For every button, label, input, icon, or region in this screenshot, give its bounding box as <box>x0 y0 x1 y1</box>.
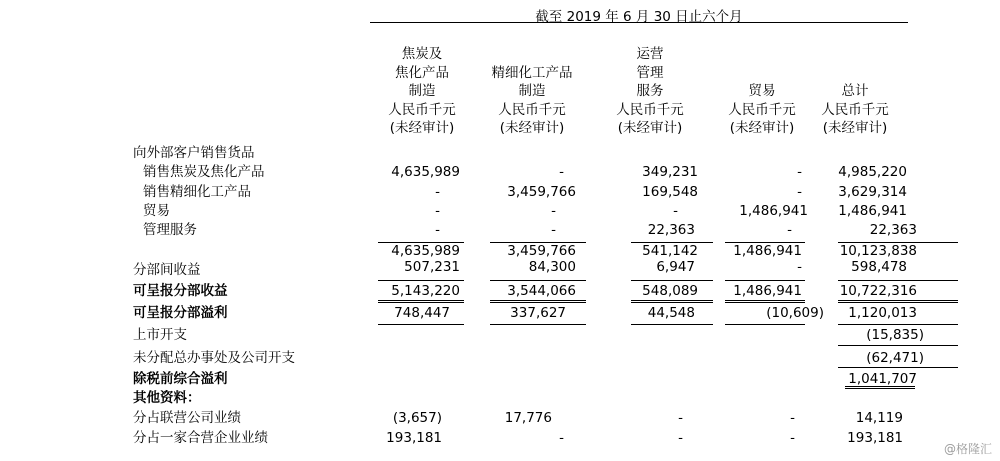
cell-value: 4,985,220 <box>838 164 907 180</box>
expense-rule <box>838 345 958 346</box>
total-rule <box>838 280 958 281</box>
cell-value: 3,629,314 <box>838 184 907 200</box>
row-label: 分部间收益 <box>133 262 201 278</box>
cell-value: 44,548 <box>647 305 695 321</box>
double-rule <box>845 386 915 389</box>
subtotal-value: 4,635,989 <box>391 243 460 259</box>
cell-value: - <box>559 164 564 180</box>
row-label: 上市开支 <box>133 327 187 343</box>
column-header-fine-chemicals: 精细化工产品 制造 人民币千元 (未经审计) <box>491 64 573 136</box>
cell-value: 193,181 <box>386 430 442 446</box>
cell-value: - <box>790 430 795 446</box>
profit-rule <box>725 324 805 325</box>
cell-value: - <box>797 259 802 275</box>
cell-value: (3,657) <box>392 410 442 426</box>
total-rule <box>725 280 805 281</box>
profit-rule <box>378 324 464 325</box>
cell-value: 548,089 <box>642 283 698 299</box>
double-rule <box>838 300 958 303</box>
row-label: 销售焦炭及焦化产品 <box>143 164 265 180</box>
cell-value: (10,609) <box>766 305 824 321</box>
double-rule <box>378 300 464 303</box>
cell-value: 349,231 <box>642 164 698 180</box>
double-rule <box>725 300 805 303</box>
cell-value: 14,119 <box>855 410 903 426</box>
row-label-reportable-revenue: 可呈报分部收益 <box>133 283 228 299</box>
cell-value: - <box>678 430 683 446</box>
row-label-reportable-profit: 可呈报分部溢利 <box>133 305 228 321</box>
cell-value: 3,459,766 <box>507 184 576 200</box>
cell-value: 507,231 <box>404 259 460 275</box>
row-label-external-sales: 向外部客户销售货品 <box>133 145 255 161</box>
cell-value: - <box>673 203 678 219</box>
cell-value: 84,300 <box>528 259 576 275</box>
cell-value: (15,835) <box>866 327 924 343</box>
cell-value: - <box>787 222 792 238</box>
subtotal-value: 1,486,941 <box>733 243 802 259</box>
period-header: 截至 2019 年 6 月 30 日止六个月 <box>535 9 743 25</box>
column-header-trading: 贸易 人民币千元 (未经审计) <box>728 83 796 136</box>
profit-rule <box>490 324 586 325</box>
cell-value: - <box>790 410 795 426</box>
cell-value: - <box>559 430 564 446</box>
cell-value: 169,548 <box>642 184 698 200</box>
profit-rule <box>838 324 958 325</box>
expense-rule <box>838 367 958 368</box>
cell-value: 17,776 <box>504 410 552 426</box>
watermark: @格隆汇 <box>943 442 992 456</box>
cell-value: 3,544,066 <box>507 283 576 299</box>
cell-value: - <box>797 184 802 200</box>
subtotal-value: 3,459,766 <box>507 243 576 259</box>
cell-value: - <box>435 222 440 238</box>
subtotal-value: 10,123,838 <box>839 243 917 259</box>
cell-value: - <box>435 184 440 200</box>
row-label-profit-before-tax: 除税前综合溢利 <box>133 371 228 387</box>
column-header-operation-management: 运营 管理 服务 人民币千元 (未经审计) <box>616 46 684 136</box>
double-rule <box>490 300 586 303</box>
cell-value: 10,722,316 <box>839 283 917 299</box>
cell-value: 1,041,707 <box>848 371 917 387</box>
total-rule <box>490 280 586 281</box>
cell-value: 337,627 <box>510 305 566 321</box>
cell-value: 22,363 <box>647 222 695 238</box>
row-label: 销售精细化工产品 <box>143 184 251 200</box>
cell-value: 22,363 <box>869 222 917 238</box>
cell-value: 598,478 <box>851 259 907 275</box>
cell-value: - <box>551 222 556 238</box>
cell-value: 1,120,013 <box>848 305 917 321</box>
cell-value: - <box>678 410 683 426</box>
cell-value: 5,143,220 <box>391 283 460 299</box>
cell-value: 4,635,989 <box>391 164 460 180</box>
cell-value: - <box>551 203 556 219</box>
cell-value: - <box>797 164 802 180</box>
row-label: 分占联营公司业绩 <box>133 410 241 426</box>
double-rule <box>631 300 713 303</box>
row-label: 未分配总办事处及公司开支 <box>133 350 295 366</box>
cell-value: 748,447 <box>394 305 450 321</box>
column-header-coke: 焦炭及 焦化产品 制造 人民币千元 (未经审计) <box>388 46 456 136</box>
cell-value: 1,486,941 <box>733 283 802 299</box>
cell-value: 1,486,941 <box>838 203 907 219</box>
total-rule <box>378 280 464 281</box>
row-label-other-information: 其他资料： <box>133 390 201 406</box>
cell-value: 193,181 <box>847 430 903 446</box>
cell-value: (62,471) <box>866 350 924 366</box>
cell-value: 6,947 <box>656 259 695 275</box>
subtotal-value: 541,142 <box>642 243 698 259</box>
total-rule <box>631 280 713 281</box>
row-label: 分占一家合营企业业绩 <box>133 430 268 446</box>
cell-value: 1,486,941 <box>739 203 808 219</box>
column-header-total: 总计 人民币千元 (未经审计) <box>821 83 889 136</box>
row-label: 管理服务 <box>143 222 197 238</box>
row-label: 贸易 <box>143 203 170 219</box>
cell-value: - <box>435 203 440 219</box>
profit-rule <box>631 324 713 325</box>
